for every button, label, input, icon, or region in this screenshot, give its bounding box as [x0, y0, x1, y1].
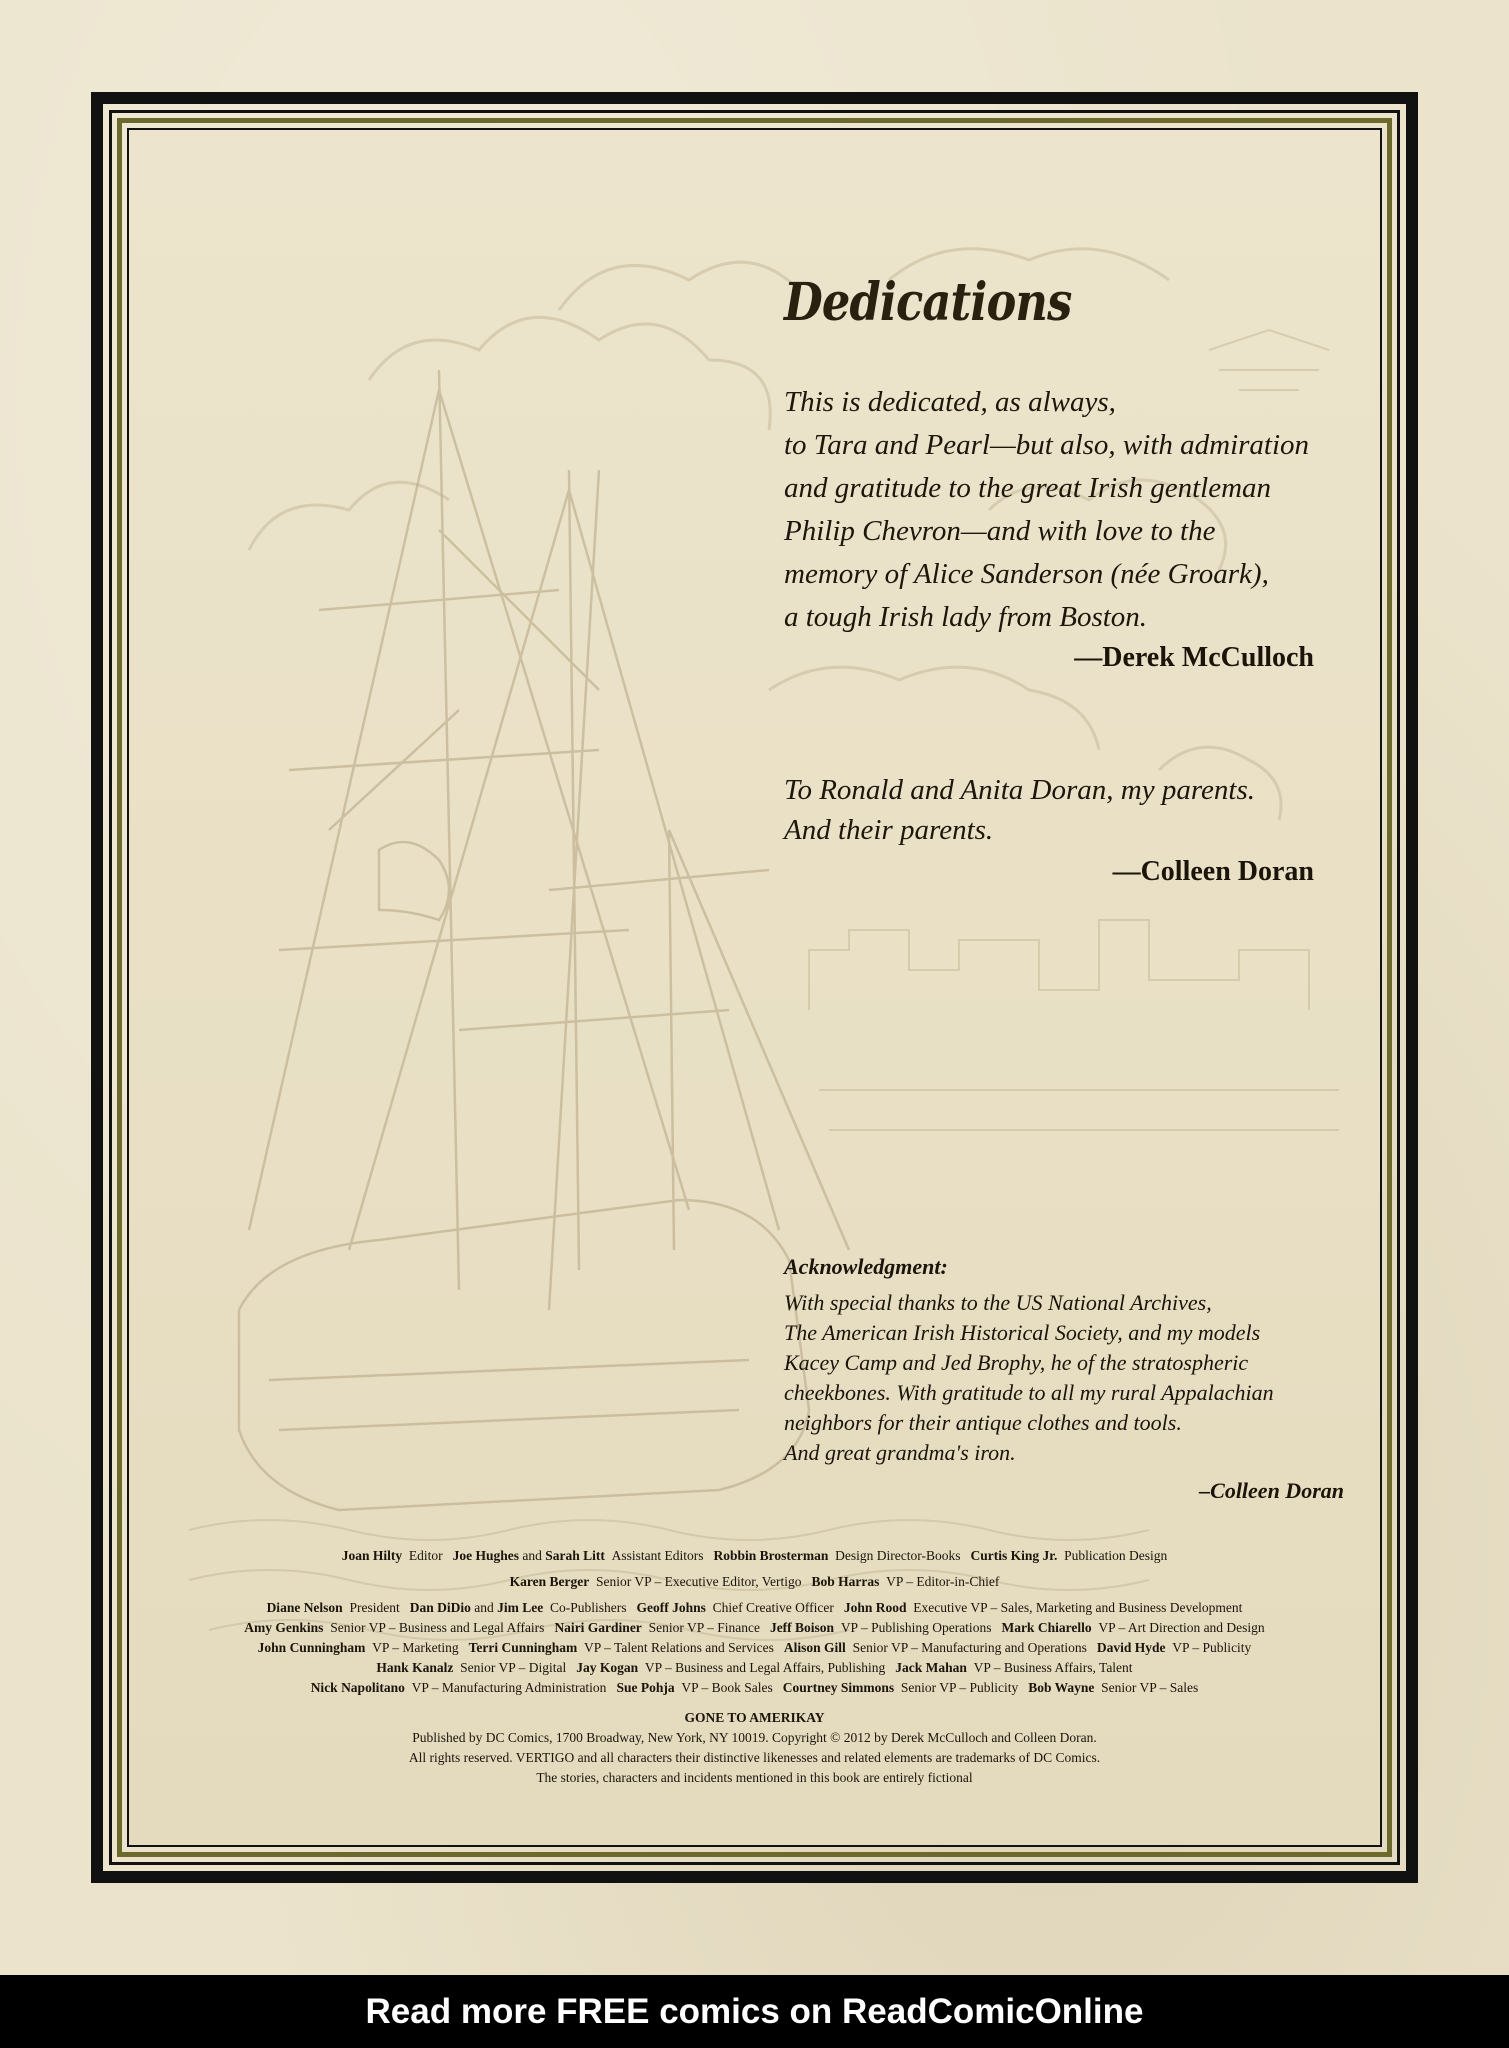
dedication-line: a tough Irish lady from Boston. [784, 601, 1148, 633]
credits-line [140, 1574, 1369, 1590]
credit-name: Jack Mahan [895, 1660, 967, 1675]
credit-role: Senior VP – Business and Legal Affairs [330, 1620, 545, 1635]
credit-role: VP – Business and Legal Affairs, Publishing [644, 1660, 886, 1675]
credit-role: Senior VP – Manufacturing and Operations [852, 1640, 1087, 1655]
credit-name: Sue Pohja [616, 1680, 675, 1695]
dedication-line: to Tara and Pearl—but also, with admiration [784, 429, 1310, 461]
credit-name: Jim Lee [497, 1600, 544, 1615]
credit-role: VP – Publishing Operations [840, 1620, 992, 1635]
credit-role: Senior VP – Finance [648, 1620, 760, 1635]
legal-line: All rights reserved. VERTIGO and all characters their distinctive likenesses and related elements are trademarks of DC Comics. [408, 1750, 1101, 1765]
credit-name: Bob Harras [811, 1574, 880, 1589]
legal-line: Published by DC Comics, 1700 Broadway, New York, NY 10019. Copyright © 2012 by Derek McCulloch and Colleen Doran. [412, 1730, 1097, 1745]
acknowledgment-line: cheekbones. With gratitude to all my rural Appalachian [784, 1380, 1274, 1405]
credit-name: Hank Kanalz [376, 1660, 454, 1675]
footer-banner[interactable] [0, 1975, 1509, 2048]
credit-role: VP – Editor-in-Chief [886, 1574, 1000, 1589]
credit-name: Amy Genkins [244, 1620, 324, 1635]
derek-signature: —Derek McCulloch [1074, 642, 1314, 673]
credit-role: Publication Design [1064, 1548, 1168, 1563]
credits-line [140, 1620, 1369, 1636]
credit-role: VP – Marketing [372, 1640, 459, 1655]
acknowledgment-signature: –Colleen Doran [1199, 1478, 1344, 1503]
credit-role: President [349, 1600, 400, 1615]
credit-role: Editor [408, 1548, 443, 1563]
credits-line [140, 1600, 1369, 1616]
credit-name: Diane Nelson [266, 1600, 343, 1615]
credit-role: Senior VP – Digital [460, 1660, 567, 1675]
acknowledgment-line: With special thanks to the US National Archives, [784, 1290, 1212, 1315]
acknowledgment-heading: Acknowledgment: [784, 1254, 948, 1279]
credit-name: Mark Chiarello [1001, 1620, 1092, 1635]
credit-role: Executive VP – Sales, Marketing and Business Development [913, 1600, 1243, 1615]
credit-role: Senior VP – Executive Editor, Vertigo [596, 1574, 802, 1589]
credit-name: Robbin Brosterman [713, 1548, 829, 1563]
credit-name: Alison Gill [783, 1640, 846, 1655]
credit-name: Joe Hughes [452, 1548, 519, 1563]
dedication-line: memory of Alice Sanderson (née Groark), [784, 558, 1269, 590]
acknowledgment-line: The American Irish Historical Society, and my models [784, 1320, 1261, 1345]
acknowledgment-line: Kacey Camp and Jed Brophy, he of the stratospheric [784, 1350, 1249, 1375]
credit-name: Joan Hilty [341, 1548, 403, 1563]
credit-role: VP – Talent Relations and Services [584, 1640, 774, 1655]
credit-name: Curtis King Jr. [970, 1548, 1058, 1563]
credits-line [140, 1548, 1369, 1564]
credit-name: David Hyde [1096, 1640, 1166, 1655]
credit-role: VP – Manufacturing Administration [411, 1680, 607, 1695]
dedication-line: This is dedicated, as always, [784, 386, 1116, 418]
credit-role: VP – Art Direction and Design [1098, 1620, 1265, 1635]
credit-name: Jeff Boison [769, 1620, 835, 1635]
credit-name: John Cunningham [257, 1640, 366, 1655]
credit-role: VP – Book Sales [681, 1680, 773, 1695]
credit-role: VP – Business Affairs, Talent [973, 1660, 1133, 1675]
colleen-signature: —Colleen Doran [1112, 856, 1314, 887]
dedication-line: Philip Chevron—and with love to the [784, 515, 1216, 547]
credit-join: and [522, 1548, 542, 1563]
credit-join: and [474, 1600, 494, 1615]
credit-name: Karen Berger [509, 1574, 590, 1589]
credits-line [140, 1680, 1369, 1696]
legal-line: The stories, characters and incidents mentioned in this book are entirely fictional [536, 1770, 973, 1785]
credit-name: Dan DiDio [409, 1600, 471, 1615]
credit-name: Nairi Gardiner [554, 1620, 642, 1635]
credit-name: Geoff Johns [636, 1600, 706, 1615]
credit-role: Senior VP – Publicity [900, 1680, 1019, 1695]
credit-role: VP – Publicity [1172, 1640, 1252, 1655]
credit-name: Courtney Simmons [782, 1680, 895, 1695]
credits-line [140, 1640, 1369, 1656]
credit-role: Senior VP – Sales [1101, 1680, 1199, 1695]
dedication-line: To Ronald and Anita Doran, my parents. [784, 774, 1256, 806]
acknowledgment-line: neighbors for their antique clothes and tools. [784, 1410, 1182, 1435]
credit-name: Bob Wayne [1028, 1680, 1095, 1695]
credits-line [140, 1660, 1369, 1676]
dedications-title: Dedications [784, 272, 1072, 333]
credit-name: Sarah Litt [545, 1548, 605, 1563]
credit-name: Terri Cunningham [468, 1640, 578, 1655]
dedication-line: And their parents. [784, 814, 994, 846]
credit-name: Jay Kogan [576, 1660, 639, 1675]
credit-role: Co-Publishers [549, 1600, 627, 1615]
credit-name: Nick Napolitano [310, 1680, 405, 1695]
credit-name: John Rood [843, 1600, 907, 1615]
acknowledgment-line: And great grandma's iron. [784, 1440, 1016, 1465]
dedication-line: and gratitude to the great Irish gentleman [784, 472, 1272, 504]
credit-role: Chief Creative Officer [712, 1600, 834, 1615]
book-title: GONE TO AMERIKAY [684, 1710, 825, 1725]
credit-role: Design Director-Books [835, 1548, 961, 1563]
footer-link-text[interactable]: Read more FREE comics on ReadComicOnline [365, 1991, 1144, 2031]
credit-role: Assistant Editors [611, 1548, 704, 1563]
